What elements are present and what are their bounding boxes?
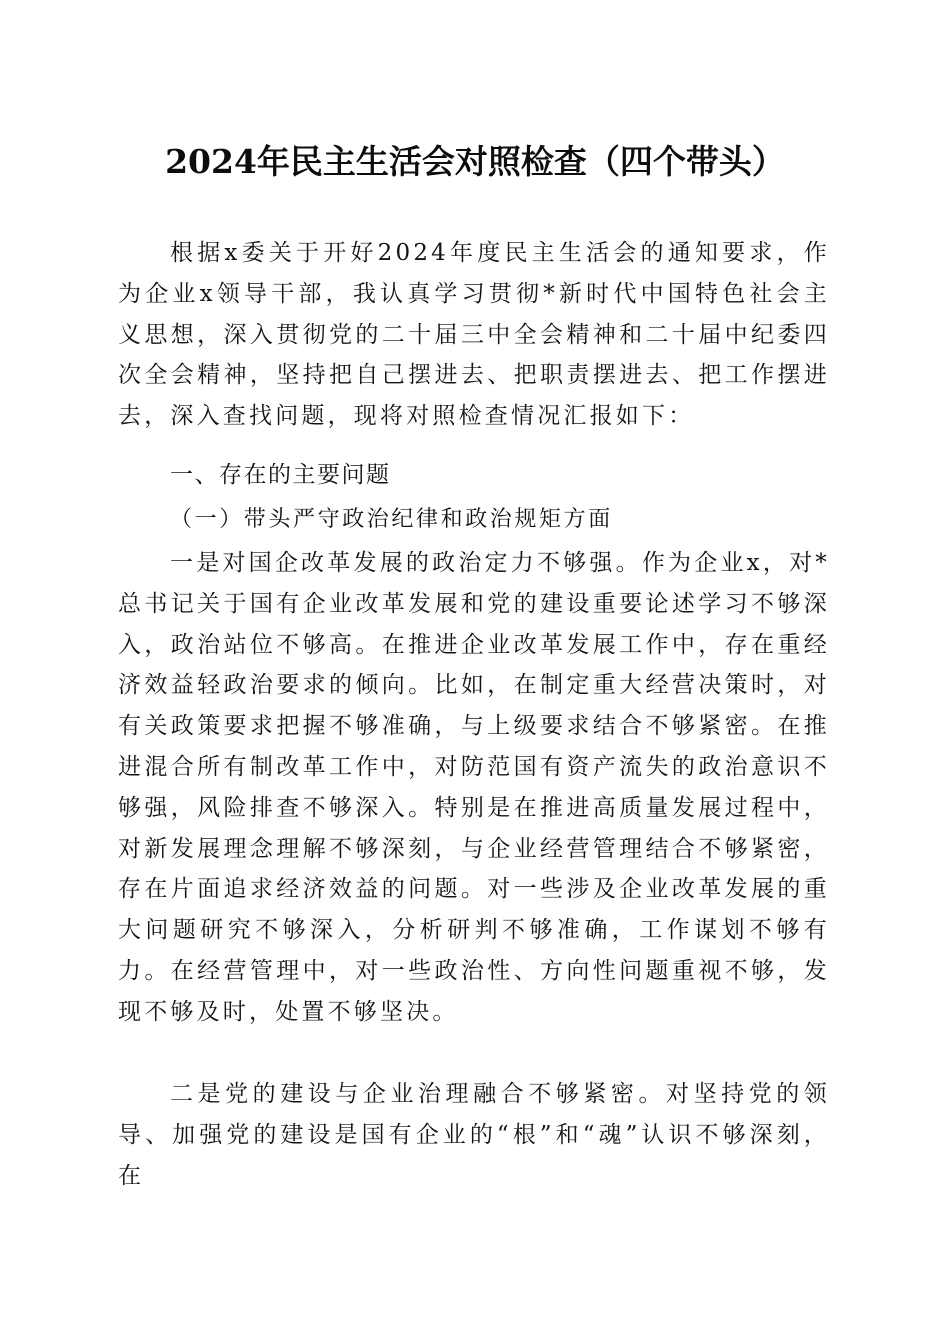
section-heading-main-problems: 一、存在的主要问题 [170,462,391,488]
paragraph-second-problem [118,1074,830,1196]
paragraph-body-text: 对坚持党的领导、加强党的建设是国有企业的“根”和“魂”认识不够深刻，在 [118,1081,830,1189]
intro-paragraph: 根据x委关于开好2024年度民主生活会的通知要求，作为企业x领导干部，我认真学习贯彻*新时代中国特色社会主义思想，深入贯彻党的二十届三中全会精神和二十届中纪委四次全会精神，坚持把自己摆进去、把职责摆进去、把工作摆进去，深入查找问题，现将对照检查情况汇报如下： [118,240,830,430]
paragraph-body-text: 作为企业x，对*总书记关于国有企业改革发展和党的建设重要论述学习不够深入，政治站位不够高。在推进企业改革发展工作中，存在重经济效益轻政治要求的倾向。比如，在制定重大经营决策时，对有关政策要求把握不够准确，与上级要求结合不够紧密。在推进混合所有制改革工作中，对防范国有资产流失的政治意识不够强，风险排查不够深入。特别是在推进高质量发展过程中，对新发展理念理解不够深刻，与企业经营管理结合不够紧密，存在片面追求经济效益的问题。对一些涉及企业改革发展的重大问题研究不够深入，分析研判不够准确，工作谋划不够有力。在经营管理中，对一些政治性、方向性问题重视不够，发现不够及时，处置不够坚决。 [118,550,830,1025]
subsection-heading-political-discipline: （一）带头严守政治纪律和政治规矩方面 [170,507,613,532]
paragraph-lead-sentence: 一是对国企改革发展的政治定力不够强。 [170,550,642,576]
paragraph-lead-sentence: 二是党的建设与企业治理融合不够紧密。 [170,1081,667,1107]
document-title: 2024年民主生活会对照检查（四个带头） [165,142,785,181]
paragraph-first-problem [118,543,830,1033]
